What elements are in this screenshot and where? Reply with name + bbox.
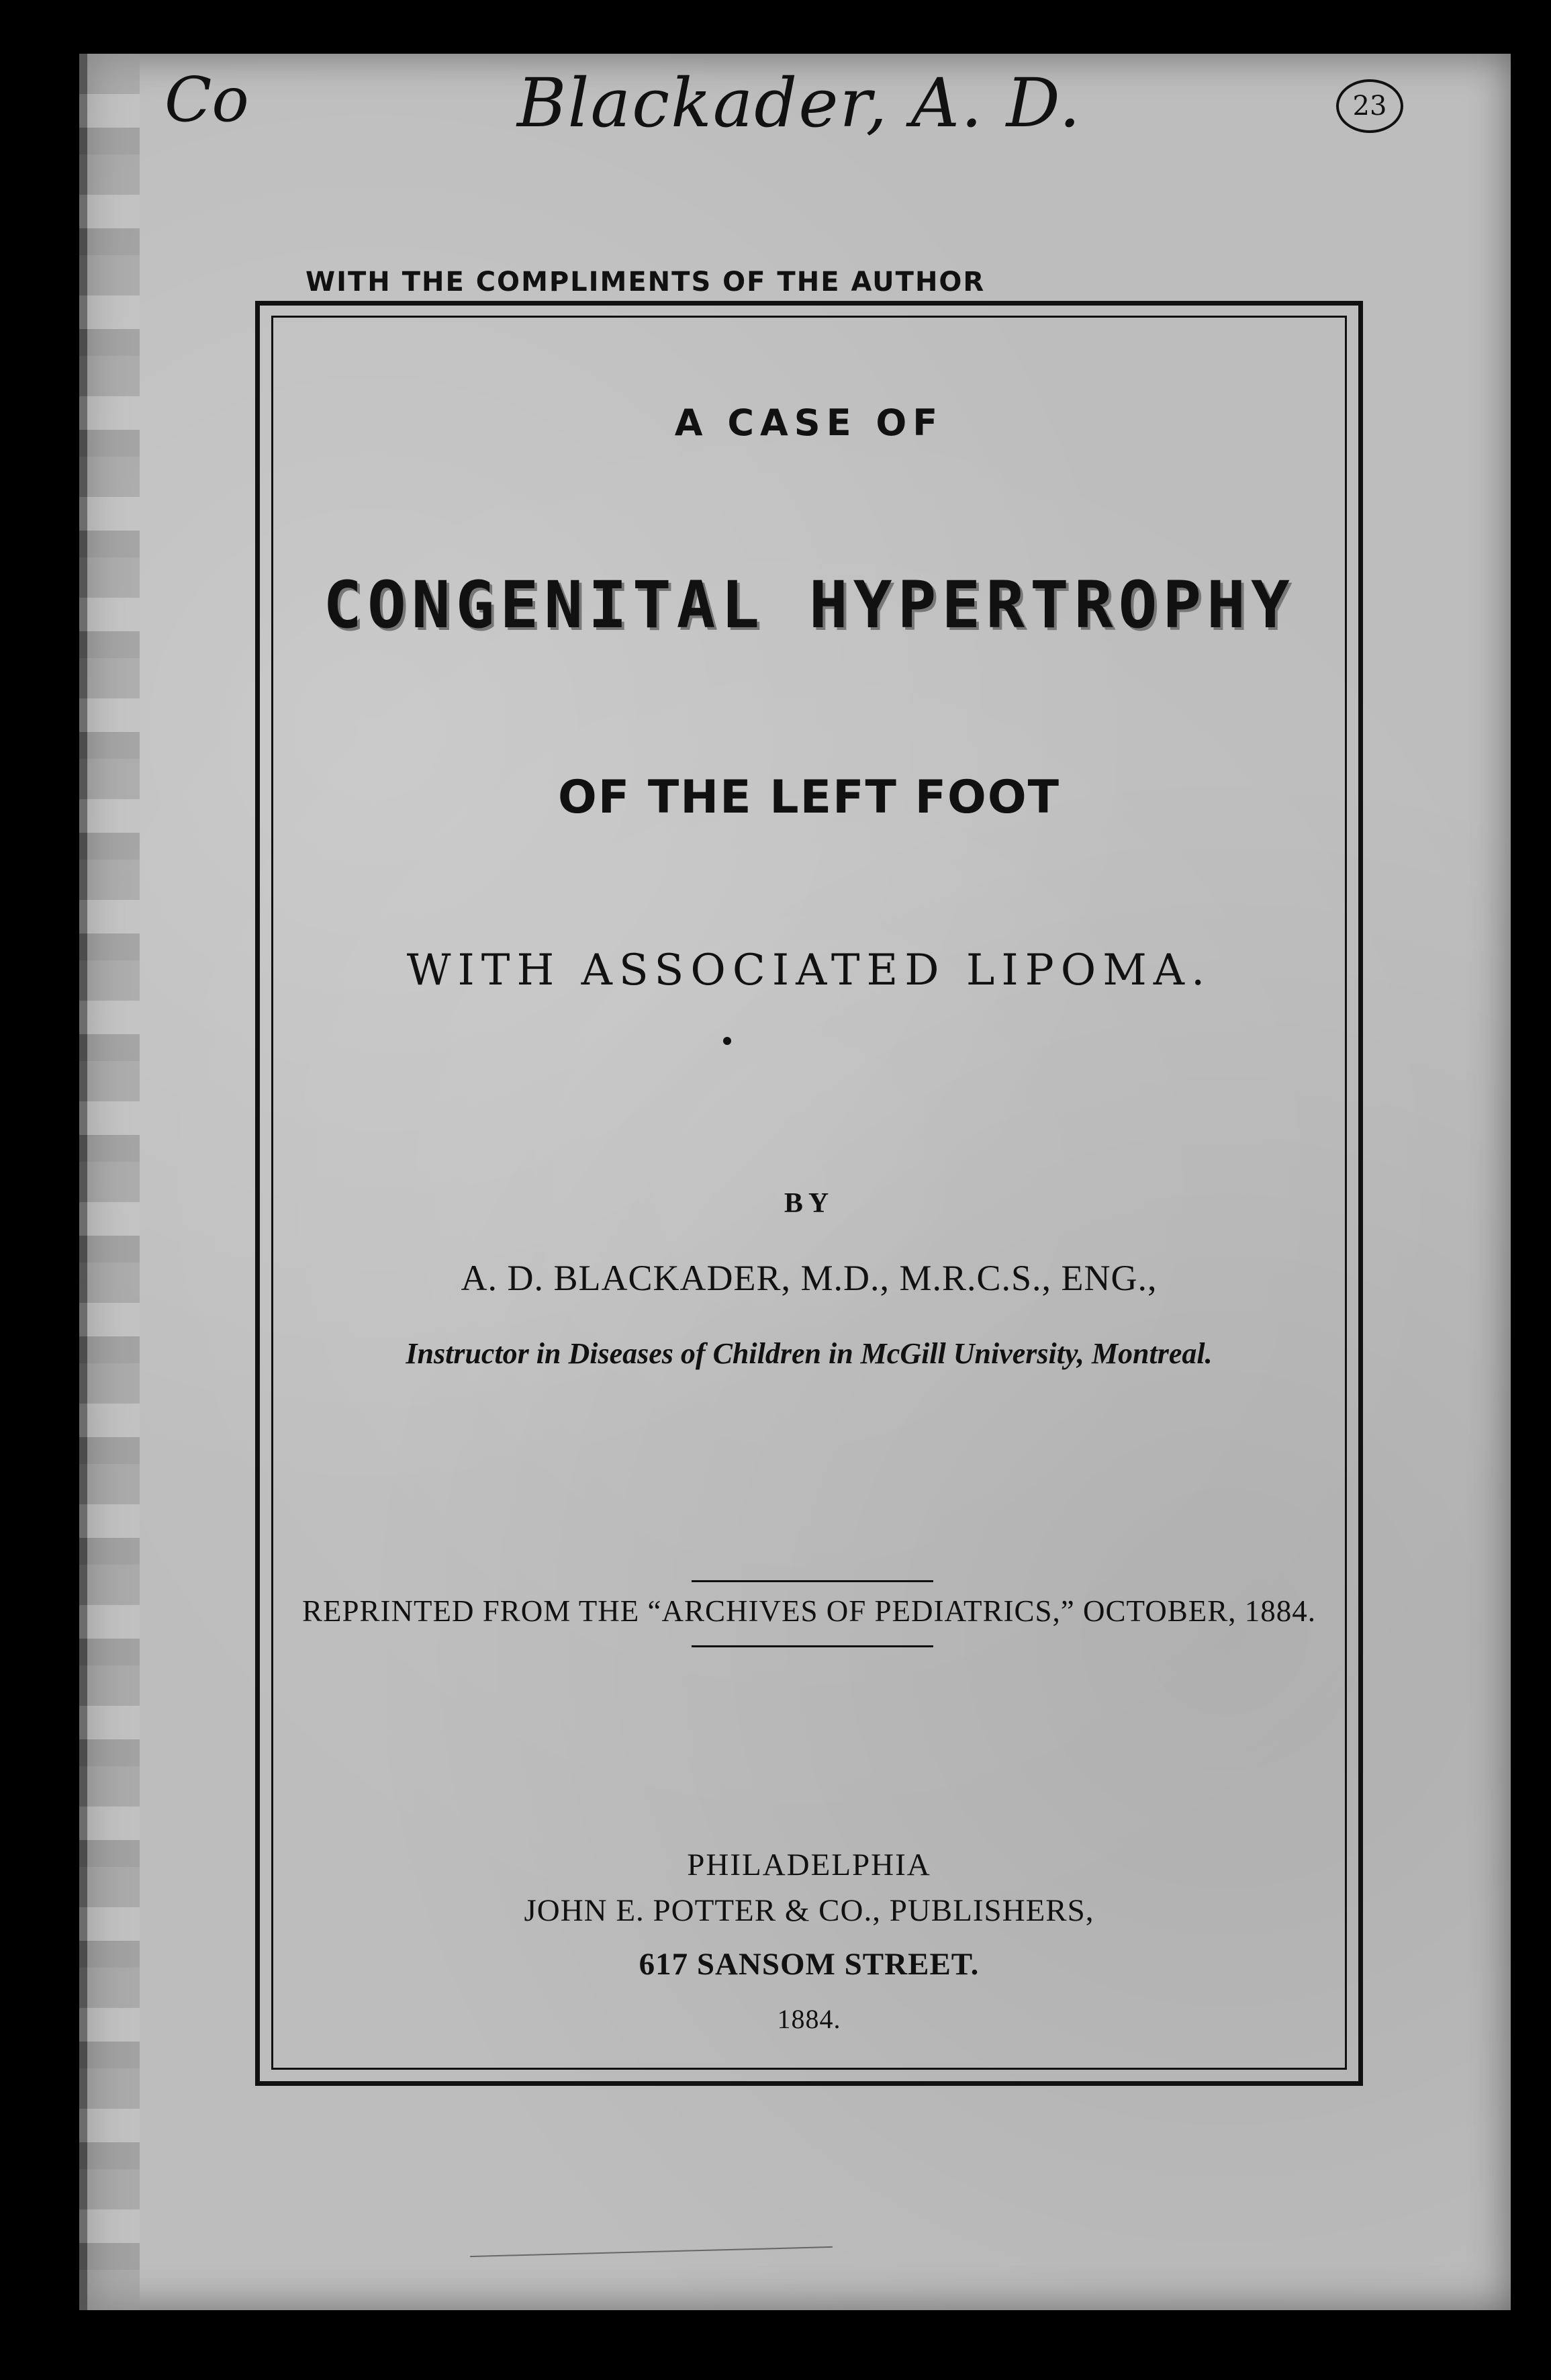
publisher-city: PHILADELPHIA xyxy=(687,1847,931,1882)
bottom-rule xyxy=(692,1645,933,1647)
main-title: CONGENITAL HYPERTROPHY xyxy=(323,567,1295,643)
compliments-line: WITH THE COMPLIMENTS OF THE AUTHOR xyxy=(306,267,986,298)
handwritten-number: 23 xyxy=(1336,79,1403,133)
top-rule xyxy=(692,1580,933,1582)
author-affiliation: Instructor in Diseases of Children in McGill University, Montreal. xyxy=(406,1337,1213,1370)
handwritten-note-left: Co xyxy=(164,64,249,136)
handwritten-author-note: Blackader, A. D. xyxy=(517,64,1082,142)
torn-left-edge xyxy=(79,54,140,2310)
publisher-address: 617 SANSOM STREET. xyxy=(639,1947,980,1982)
author-name: A. D. BLACKADER, M.D., M.R.C.S., ENG., xyxy=(461,1258,1158,1298)
publication-year: 1884. xyxy=(777,2004,841,2034)
title-prefix: A CASE OF xyxy=(674,402,944,444)
ornament-dot xyxy=(723,1037,731,1045)
publisher-name: JOHN E. POTTER & CO., PUBLISHERS, xyxy=(524,1893,1094,1928)
decorative-subtitle: WITH ASSOCIATED LIPOMA. xyxy=(406,946,1212,995)
byline-label: BY xyxy=(784,1188,835,1219)
reprint-note: REPRINTED FROM THE “ARCHIVES OF PEDIATRICS,” OCTOBER, 1884. xyxy=(302,1594,1316,1628)
subtitle: OF THE LEFT FOOT xyxy=(557,771,1061,824)
